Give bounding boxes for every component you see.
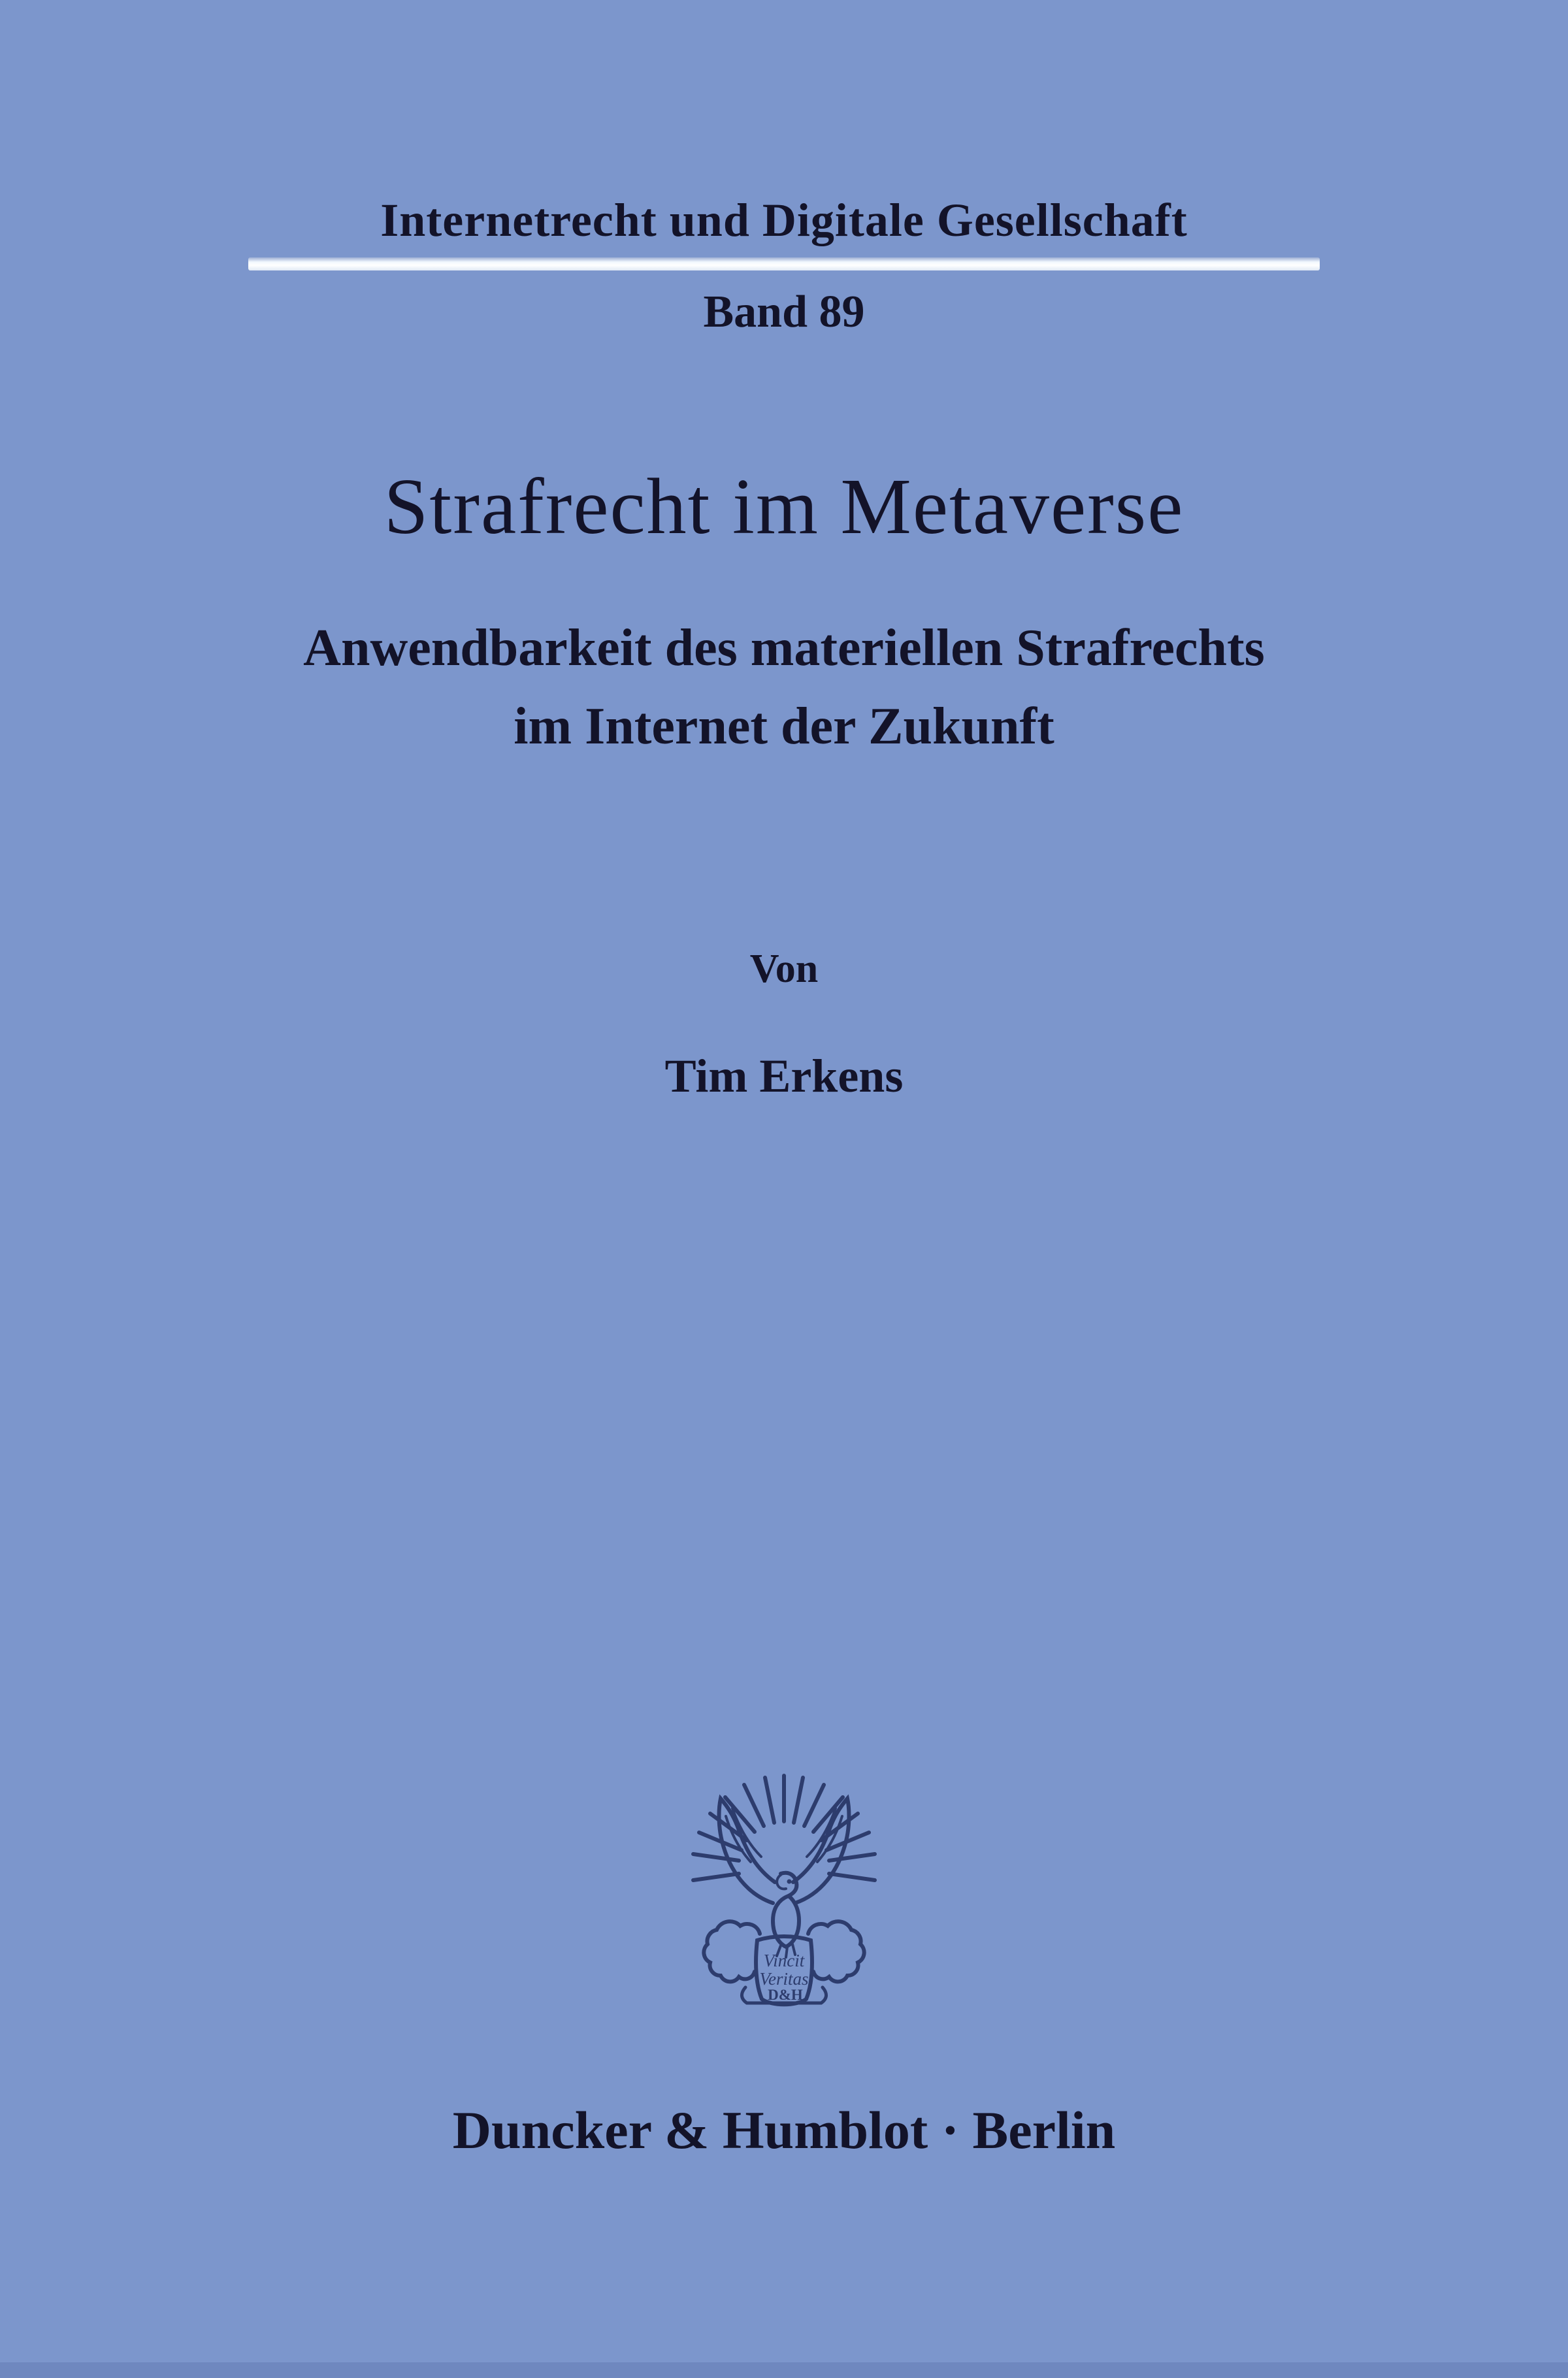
book-subtitle [0,609,1568,766]
series-band-number: Band 89 [703,287,865,337]
series-divider-rule [248,257,1320,270]
subtitle-line-1: Anwendbarkeit des materiellen Strafrechts [303,619,1265,677]
subtitle-line-2: im Internet der Zukunft [514,698,1054,755]
cloud-right-icon [808,1921,864,1981]
cloud-left-icon [704,1921,760,1981]
logo-motto-line-2: Veritas [759,1969,809,1989]
book-title: Strafrecht im Metaverse [384,463,1184,551]
author-name: Tim Erkens [664,1050,904,1102]
logo-motto-line-1: Vincit [763,1951,805,1970]
publisher-imprint: Duncker & Humblot · Berlin [452,2100,1116,2160]
publisher-eagle-logo-icon [683,1769,885,2024]
publisher-logo [683,1769,885,2024]
logo-monogram: D&H [768,1987,803,2003]
byline-label: Von [749,947,819,991]
series-title: Internetrecht und Digitale Gesellschaft [380,194,1188,246]
